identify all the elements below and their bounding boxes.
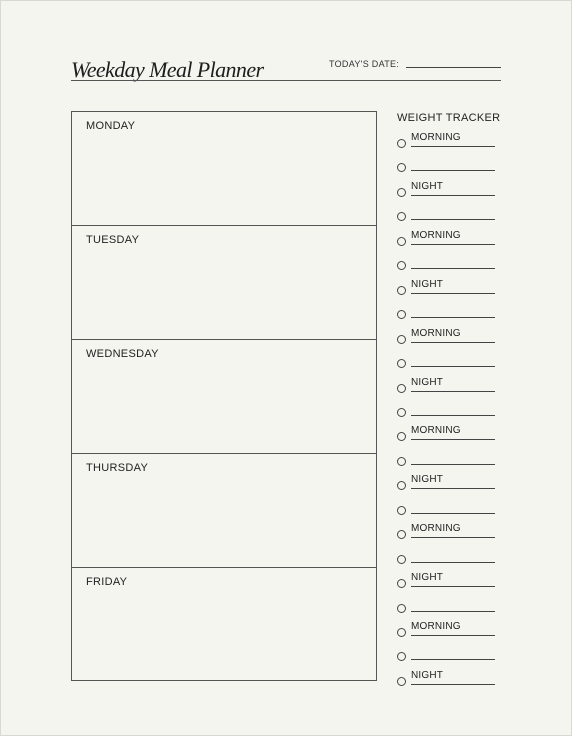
weight-tracker-row — [397, 641, 497, 661]
todays-date-field[interactable] — [406, 67, 501, 68]
checkbox-circle-icon[interactable] — [397, 261, 406, 270]
weight-entry-line[interactable] — [411, 537, 495, 538]
checkbox-circle-icon[interactable] — [397, 359, 406, 368]
checkbox-circle-icon[interactable] — [397, 677, 406, 686]
weight-tracker-row-label: NIGHT — [411, 572, 444, 584]
weight-tracker-row-label: MORNING — [411, 425, 461, 437]
weight-entry-line[interactable] — [411, 317, 495, 318]
day-box-thursday[interactable] — [72, 453, 376, 567]
weight-entry-line[interactable] — [411, 170, 495, 171]
weight-entry-line[interactable] — [411, 366, 495, 367]
weight-tracker-row — [397, 373, 497, 393]
weight-entry-line[interactable] — [411, 342, 495, 343]
day-label: WEDNESDAY — [86, 348, 159, 360]
checkbox-circle-icon[interactable] — [397, 408, 406, 417]
weight-tracker-row — [397, 666, 497, 686]
day-box-monday[interactable] — [72, 112, 376, 225]
page-title: Weekday Meal Planner — [71, 57, 264, 82]
weight-tracker-row-label: NIGHT — [411, 180, 444, 192]
todays-date-label: TODAY'S DATE: — [329, 59, 400, 69]
weight-tracker-row — [397, 421, 497, 441]
day-box-tuesday[interactable] — [72, 225, 376, 339]
checkbox-circle-icon[interactable] — [397, 163, 406, 172]
weight-entry-line[interactable] — [411, 562, 495, 563]
weight-tracker-row-label: NIGHT — [411, 474, 444, 486]
weight-tracker-row — [397, 617, 497, 637]
title-underline — [71, 80, 501, 81]
weight-tracker-row — [397, 275, 497, 295]
weight-entry-line[interactable] — [411, 439, 495, 440]
checkbox-circle-icon[interactable] — [397, 530, 406, 539]
weight-tracker-row — [397, 250, 497, 270]
weight-tracker-row — [397, 128, 497, 148]
weight-entry-line[interactable] — [411, 611, 495, 612]
weight-tracker-row-label: MORNING — [411, 229, 461, 241]
weight-tracker-row-label: MORNING — [411, 621, 461, 632]
weight-entry-line[interactable] — [411, 513, 495, 514]
weight-tracker-row — [397, 348, 497, 368]
checkbox-circle-icon[interactable] — [397, 506, 406, 515]
day-label: FRIDAY — [86, 576, 128, 588]
weight-entry-line[interactable] — [411, 659, 495, 660]
checkbox-circle-icon[interactable] — [397, 139, 406, 148]
weight-tracker-row — [397, 544, 497, 564]
weight-entry-line[interactable] — [411, 586, 495, 587]
weight-tracker-row — [397, 324, 497, 344]
weight-tracker-row — [397, 201, 497, 221]
weight-tracker-row-label: MORNING — [411, 523, 461, 535]
day-label: MONDAY — [86, 120, 136, 132]
checkbox-circle-icon[interactable] — [397, 579, 406, 588]
checkbox-circle-icon[interactable] — [397, 432, 406, 441]
weight-tracker-row — [397, 568, 497, 588]
weight-tracker-row — [397, 519, 497, 539]
weight-tracker-row — [397, 177, 497, 197]
weight-entry-line[interactable] — [411, 488, 495, 489]
meal-days-grid — [71, 111, 377, 681]
checkbox-circle-icon[interactable] — [397, 481, 406, 490]
weight-entry-line[interactable] — [411, 219, 495, 220]
checkbox-circle-icon[interactable] — [397, 555, 406, 564]
weight-entry-line[interactable] — [411, 268, 495, 269]
weight-tracker-row — [397, 593, 497, 613]
weight-tracker-row — [397, 470, 497, 490]
weight-tracker-row — [397, 226, 497, 246]
checkbox-circle-icon[interactable] — [397, 237, 406, 246]
checkbox-circle-icon[interactable] — [397, 188, 406, 197]
weight-tracker-title: WEIGHT TRACKER — [397, 112, 501, 124]
checkbox-circle-icon[interactable] — [397, 310, 406, 319]
weight-tracker-row-label: NIGHT — [411, 669, 444, 681]
weight-entry-line[interactable] — [411, 684, 495, 685]
day-box-friday[interactable] — [72, 567, 376, 680]
weight-tracker-row-label: MORNING — [411, 132, 461, 143]
weight-tracker-row — [397, 397, 497, 417]
weight-tracker-row-label: MORNING — [411, 327, 461, 339]
weight-tracker-row — [397, 446, 497, 466]
checkbox-circle-icon[interactable] — [397, 652, 406, 661]
day-box-wednesday[interactable] — [72, 339, 376, 453]
weight-entry-line[interactable] — [411, 293, 495, 294]
checkbox-circle-icon[interactable] — [397, 604, 406, 613]
weight-entry-line[interactable] — [411, 195, 495, 196]
checkbox-circle-icon[interactable] — [397, 286, 406, 295]
weight-tracker-row — [397, 152, 497, 172]
checkbox-circle-icon[interactable] — [397, 628, 406, 637]
weight-entry-line[interactable] — [411, 244, 495, 245]
weight-tracker-row — [397, 299, 497, 319]
checkbox-circle-icon[interactable] — [397, 335, 406, 344]
weight-entry-line[interactable] — [411, 635, 495, 636]
weight-entry-line[interactable] — [411, 415, 495, 416]
weight-tracker-row-label: NIGHT — [411, 376, 444, 388]
weight-entry-line[interactable] — [411, 146, 495, 147]
weight-entry-line[interactable] — [411, 464, 495, 465]
planner-page — [1, 1, 571, 735]
checkbox-circle-icon[interactable] — [397, 384, 406, 393]
checkbox-circle-icon[interactable] — [397, 212, 406, 221]
weight-tracker-row-label: NIGHT — [411, 278, 444, 290]
weight-tracker-row — [397, 495, 497, 515]
checkbox-circle-icon[interactable] — [397, 457, 406, 466]
weight-entry-line[interactable] — [411, 391, 495, 392]
day-label: THURSDAY — [86, 462, 149, 474]
day-label: TUESDAY — [86, 234, 140, 246]
